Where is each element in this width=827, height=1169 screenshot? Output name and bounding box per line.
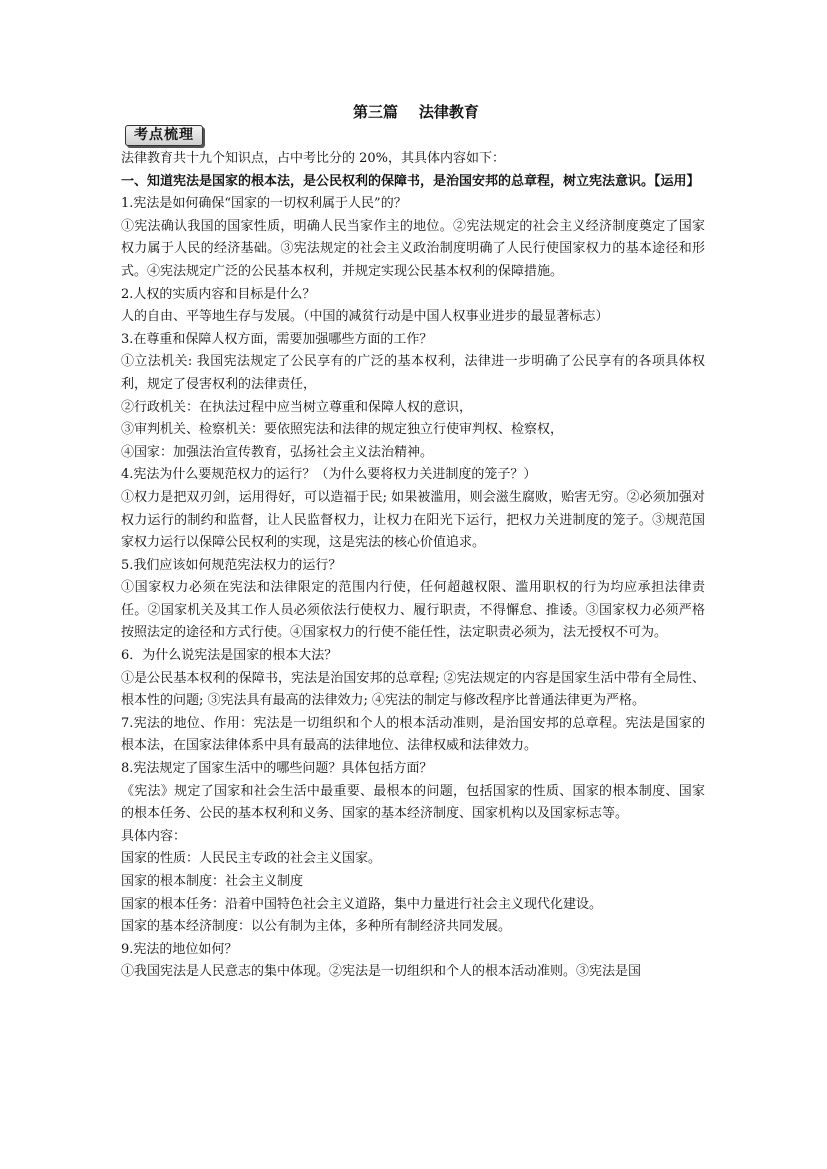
paragraph: 一、知道宪法是国家的根本法，是公民权利的保障书，是治国安邦的总章程，树立宪法意识。【运用】 [121, 173, 700, 189]
paragraph: ①权力是把双刃剑，运用得好，可以造福于民; 如果被滥用，则会滋生腐败，贻害无穷。②必须加强对权力运行的制约和监督，让人民监督权力，让权力在阳光下运行，把权力关进制度的笼子。③规范国家权力运行以保障公民权利的实现，这是宪法的核心价值追求。 [121, 489, 705, 551]
paragraph: 国家的基本经济制度：以公有制为主体，多种所有制经济共同发展。 [121, 919, 512, 935]
page-title: 第三篇 法律教育 [353, 103, 479, 121]
paragraph: 国家的根本制度：社会主义制度 [121, 874, 304, 889]
paragraph: 《宪法》规定了国家和社会生活中最重要、最根本的问题，包括国家的性质、国家的根本制度、国家的根本任务、公民的基本权利和义务、国家的基本经济制度、国家机构以及国家标志等。 [121, 783, 705, 822]
paragraph: ①我国宪法是人民意志的集中体现。②宪法是一切组织和个人的根本活动准则。③宪法是国 [121, 964, 642, 980]
paragraph: ①是公民基本权利的保障书，宪法是治国安邦的总章程; ②宪法规定的内容是国家生活中带有全局性、根本性的问题; ③宪法具有最高的法律效力; ④宪法的制定与修改程序比普通法律更为严格。 [121, 670, 705, 709]
paragraph: 3.在尊重和保障人权方面，需要加强哪些方面的工作？ [121, 331, 433, 347]
document-body [121, 148, 705, 984]
paragraph: 国家的性质：人民民主专政的社会主义国家。 [121, 851, 382, 867]
paragraph: ①国家权力必须在宪法和法律限定的范围内行使，任何超越权限、滥用职权的行为均应承担法律责任。②国家机关及其工作人员必须依法行使权力、履行职责，不得懈怠、推诿。③国家权力必须严格按照法定的途径和方式行使。④国家权力的行使不能任性，法定职责必须为，法无授权不可为。 [121, 580, 705, 641]
paragraph: 1.宪法是如何确保“国家的一切权利属于人民”的？ [121, 196, 407, 212]
paragraph: 5.我们应该如何规范宪法权力的运行？ [121, 557, 342, 573]
paragraph: 8.宪法规定了国家生活中的哪些问题？具体包括方面？ [121, 761, 433, 777]
paragraph: 9.宪法的地位如何？ [121, 941, 238, 957]
paragraph: 具体内容： [121, 828, 187, 844]
paragraph: 人的自由、平等地生存与发展。（中国的减贫行动是中国人权事业进步的最显著标志） [121, 309, 609, 325]
paragraph: 7.宪法的地位、作用：宪法是一切组织和个人的根本活动准则，是治国安邦的总章程。宪法是国家的根本法，在国家法律体系中具有最高的法律地位、法律权威和法律效力。 [121, 715, 705, 754]
paragraph: ①立法机关: 我国宪法规定了公民享有的广泛的基本权利，法律进一步明确了公民享有的各项具体权利，规定了侵害权利的法律责任， [121, 354, 705, 392]
paragraph: ④国家：加强法治宣传教育，弘扬社会主义法治精神。 [121, 444, 434, 460]
paragraph: ①宪法确认我国的国家性质，明确人民当家作主的地位。②宪法规定的社会主义经济制度奠定了国家权力属于人民的经济基础。③宪法规定的社会主义政治制度明确了人民行使国家权力的基本途径和形式。④宪法规定广泛的公民基本权利，并规定实现公民基本权利的保障措施。 [121, 218, 705, 279]
document-page [121, 100, 705, 984]
paragraph: ③审判机关、检察机关：要依照宪法和法律的规定独立行使审判权、检察权， [121, 422, 564, 438]
paragraph: ②行政机关：在执法过程中应当树立尊重和保障人权的意识， [121, 399, 473, 415]
paragraph: 2.人权的实质内容和目标是什么？ [121, 286, 316, 302]
paragraph: 4.宪法为什么要规范权力的运行？（为什么要将权力关进制度的笼子？） [121, 467, 537, 483]
paragraph: 6．为什么说宪法是国家的根本大法？ [121, 648, 338, 664]
paragraph: 法律教育共十九个知识点，占中考比分的 20%，其具体内容如下： [121, 151, 506, 166]
section-badge: 考点梳理 [125, 125, 203, 146]
paragraph: 国家的根本任务：沿着中国特色社会主义道路，集中力量进行社会主义现代化建设。 [121, 896, 603, 912]
